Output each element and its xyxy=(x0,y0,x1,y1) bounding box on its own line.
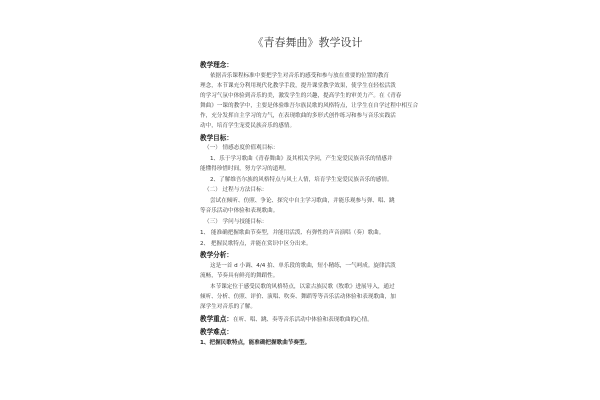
key-points-text: 在听、唱、跳、奏等音乐活动中体验和表现歌曲的心情。 xyxy=(232,317,373,323)
concept-line: 依据音乐课程标准中要把学生对音乐的感受和参与放在重要的位置的教育 xyxy=(210,73,390,79)
goals-subheading-2: （二） 过程与方法目标： xyxy=(204,187,268,193)
concept-line: 理念，本节课充分利用现代化教学手段，提升课堂教学效果，使学生在轻松活泼 xyxy=(200,83,396,89)
goals-line: 2、了解维吾尔族的风格特点与风土人情，培育学生宠爱民族音乐的感情。 xyxy=(210,177,393,183)
concept-heading: 教学理念： xyxy=(200,61,233,69)
goals-heading: 教学目标： xyxy=(200,134,233,142)
difficulties-heading: 教学难点： xyxy=(200,328,233,336)
analysis-line: 倾听、分析、仿照、评价、演唱、吹奏、舞蹈等等音乐活动体验和表现歌曲，加 xyxy=(200,294,396,300)
concept-line: 动中，培育学生宠爱民族音乐的感情。 xyxy=(200,123,296,129)
concept-line: 作，充分发挥自主学习的力气，在表现歌曲的多形式创作练习和参与音乐实践活 xyxy=(200,113,396,119)
key-points-heading: 教学重点： xyxy=(200,315,233,323)
goals-line: 等音乐活动中体验和表现歌曲。 xyxy=(200,208,279,214)
analysis-line: 本节课定位于感受民歌的风格特点，以蒙古族民歌《牧歌》进展导入，通过 xyxy=(210,284,395,290)
document-title: 《青春舞曲》教学设计 xyxy=(252,36,363,49)
analysis-heading: 教学分析： xyxy=(200,251,233,259)
analysis-line: 流畅，节奏具有鲜亮的舞蹈性。 xyxy=(200,273,279,279)
goals-subheading-1: （一） 情感态度价值观目标： xyxy=(204,145,279,151)
goals-line: 尝试在倾听、仿照、争论、探究中自主学习歌曲，并能乐观参与弹、唱、跳 xyxy=(210,198,395,204)
concept-line: 的学习气氛中体验到音乐的美，激发学生的兴趣，提高学生的审美力产。在《青春 xyxy=(200,93,402,99)
concept-line: 舞曲》一课的教学中，主要是体验维吾尔族民歌的风格特点，让学生在自学过程中相互合 xyxy=(200,103,419,109)
analysis-line: 深学生对音乐的了解。 xyxy=(200,304,256,310)
goals-line: 能懂得珍惜时间，努力学习的道理。 xyxy=(200,166,290,172)
document-page xyxy=(200,30,419,380)
goals-subheading-3: （三） 学问与技能目标： xyxy=(204,219,268,225)
goals-line: 1、 能准确把握歌曲节奏型，并能用活泼、有弹性的声音演唱（奏）歌曲。 xyxy=(200,230,385,236)
analysis-line: 这是一首 d 小调、4/4 拍、单乐段的歌曲，短小精练，一气呵成。旋律活泼 xyxy=(210,263,396,269)
goals-line: 2、 把握民歌特点，并能在赏识中区分出来。 xyxy=(200,241,312,247)
key-points-row xyxy=(200,314,373,325)
difficulties-text: 1、把握民歌特点，能准确把握歌曲节奏型。 xyxy=(200,340,311,346)
goals-line: 1、乐于学习歌曲《青春舞曲》及其相关学问，产生宠爱民族音乐的情感并 xyxy=(210,156,393,162)
